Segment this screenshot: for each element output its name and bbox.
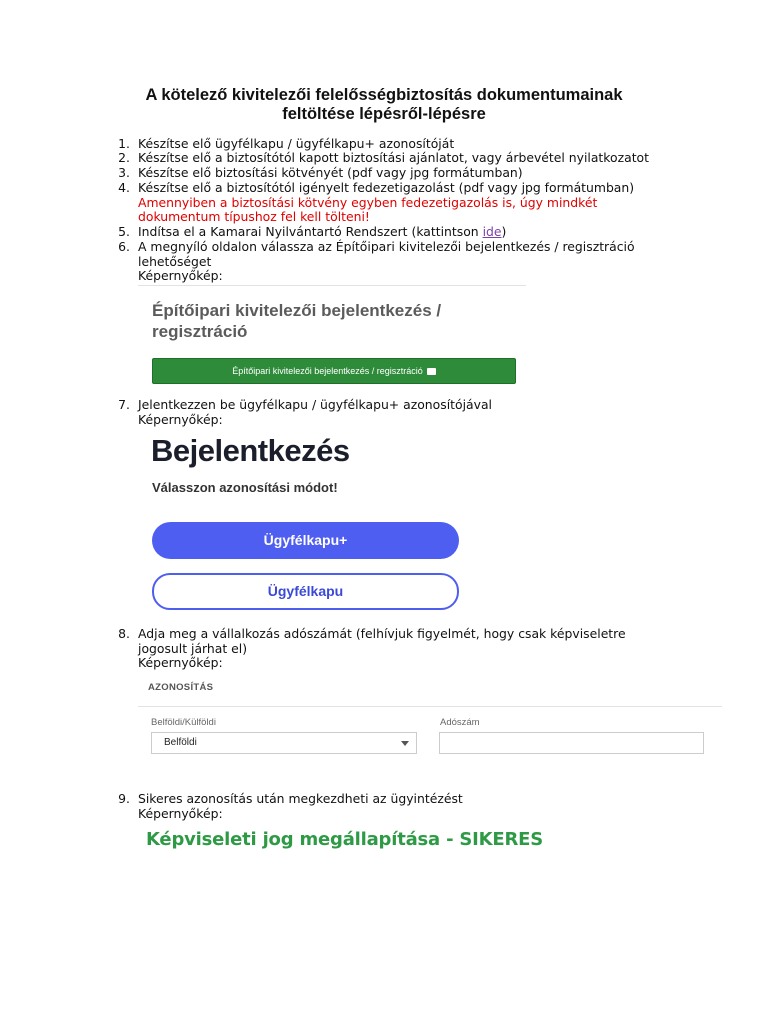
screenshot-caption: Képernyőkép: [138, 412, 223, 427]
step-text: Készítse elő a biztosítótól kapott biztosítási ajánlatot, vagy árbevétel nyilatkozatot [138, 150, 649, 165]
warning-text: dokumentum típushoz fel kell tölteni! [138, 209, 370, 224]
button-label: Építőipari kivitelezői bejelentkezés / regisztráció [232, 366, 423, 376]
origin-label: Belföldi/Külföldi [151, 717, 216, 728]
login-title: Bejelentkezés [151, 433, 350, 468]
title-line-2: feltöltése lépésről-lépésre [282, 105, 486, 123]
step-number: 6. [118, 239, 130, 254]
origin-select[interactable] [151, 732, 417, 754]
login-subtitle: Válasszon azonosítási módot! [152, 480, 338, 495]
section-heading: AZONOSÍTÁS [148, 682, 214, 693]
screenshot-caption: Képernyőkép: [138, 655, 223, 670]
ugyfelkapu-button[interactable]: Ügyfélkapu [152, 573, 459, 610]
origin-select-value: Belföldi [164, 737, 197, 748]
document-title [0, 86, 768, 124]
shot-heading [152, 300, 441, 342]
step-number: 3. [118, 165, 130, 180]
ide-link[interactable]: ide [482, 224, 502, 239]
step-number: 8. [118, 626, 130, 641]
shot-heading-line: regisztráció [152, 322, 248, 341]
step-number: 7. [118, 397, 130, 412]
warning-text: Amennyiben a biztosítási kötvény egyben fedezetigazolás is, úgy mindkét [138, 195, 598, 210]
step-number: 2. [118, 150, 130, 165]
divider [138, 706, 722, 707]
screenshot-caption: Képernyőkép: [138, 806, 223, 821]
step-number: 4. [118, 180, 130, 195]
step-text: Jelentkezzen be ügyfélkapu / ügyfélkapu+ azonosítójával [138, 397, 492, 412]
step-text: lehetőséget [138, 254, 212, 269]
step-number: 9. [118, 791, 130, 806]
epitoipari-login-button[interactable] [152, 358, 516, 384]
step-text: Készítse elő a biztosítótól igényelt fedezetigazolást (pdf vagy jpg formátumban) [138, 180, 635, 195]
shot-heading-line: Építőipari kivitelezői bejelentkezés / [152, 301, 442, 320]
step-text: Készítse elő ügyfélkapu / ügyfélkapu+ azonosítóját [138, 136, 455, 151]
step-text: Adja meg a vállalkozás adószámát (felhívjuk figyelmét, hogy csak képviseletre [138, 626, 626, 641]
login-icon [427, 368, 436, 375]
ugyfelkapu-plus-button[interactable]: Ügyfélkapu+ [152, 522, 459, 559]
step-text [138, 225, 506, 240]
title-line-1: A kötelező kivitelezői felelősségbiztosítás dokumentumainak [145, 86, 623, 104]
step-text: A megnyíló oldalon válassza az Építőipari kivitelezői bejelentkezés / regisztráció [138, 239, 635, 254]
screenshot-epitoipari [138, 285, 526, 393]
step-number: 1. [118, 136, 130, 151]
chevron-down-icon [401, 741, 409, 746]
step-text: Készítse elő biztosítási kötvényét (pdf vagy jpg formátumban) [138, 165, 523, 180]
tax-number-label: Adószám [440, 717, 480, 728]
success-message: Képviseleti jog megállapítása - SIKERES [146, 829, 544, 850]
step-number: 5. [118, 224, 130, 239]
step-text-part: ) [501, 224, 507, 239]
tax-number-input[interactable] [439, 732, 704, 754]
step-text: Sikeres azonosítás után megkezdheti az ügyintézést [138, 791, 463, 806]
step-text-part: Indítsa el a Kamarai Nyilvántartó Rendszert (kattintson [138, 224, 483, 239]
screenshot-caption: Képernyőkép: [138, 268, 223, 283]
step-text: jogosult járhat el) [138, 641, 248, 656]
